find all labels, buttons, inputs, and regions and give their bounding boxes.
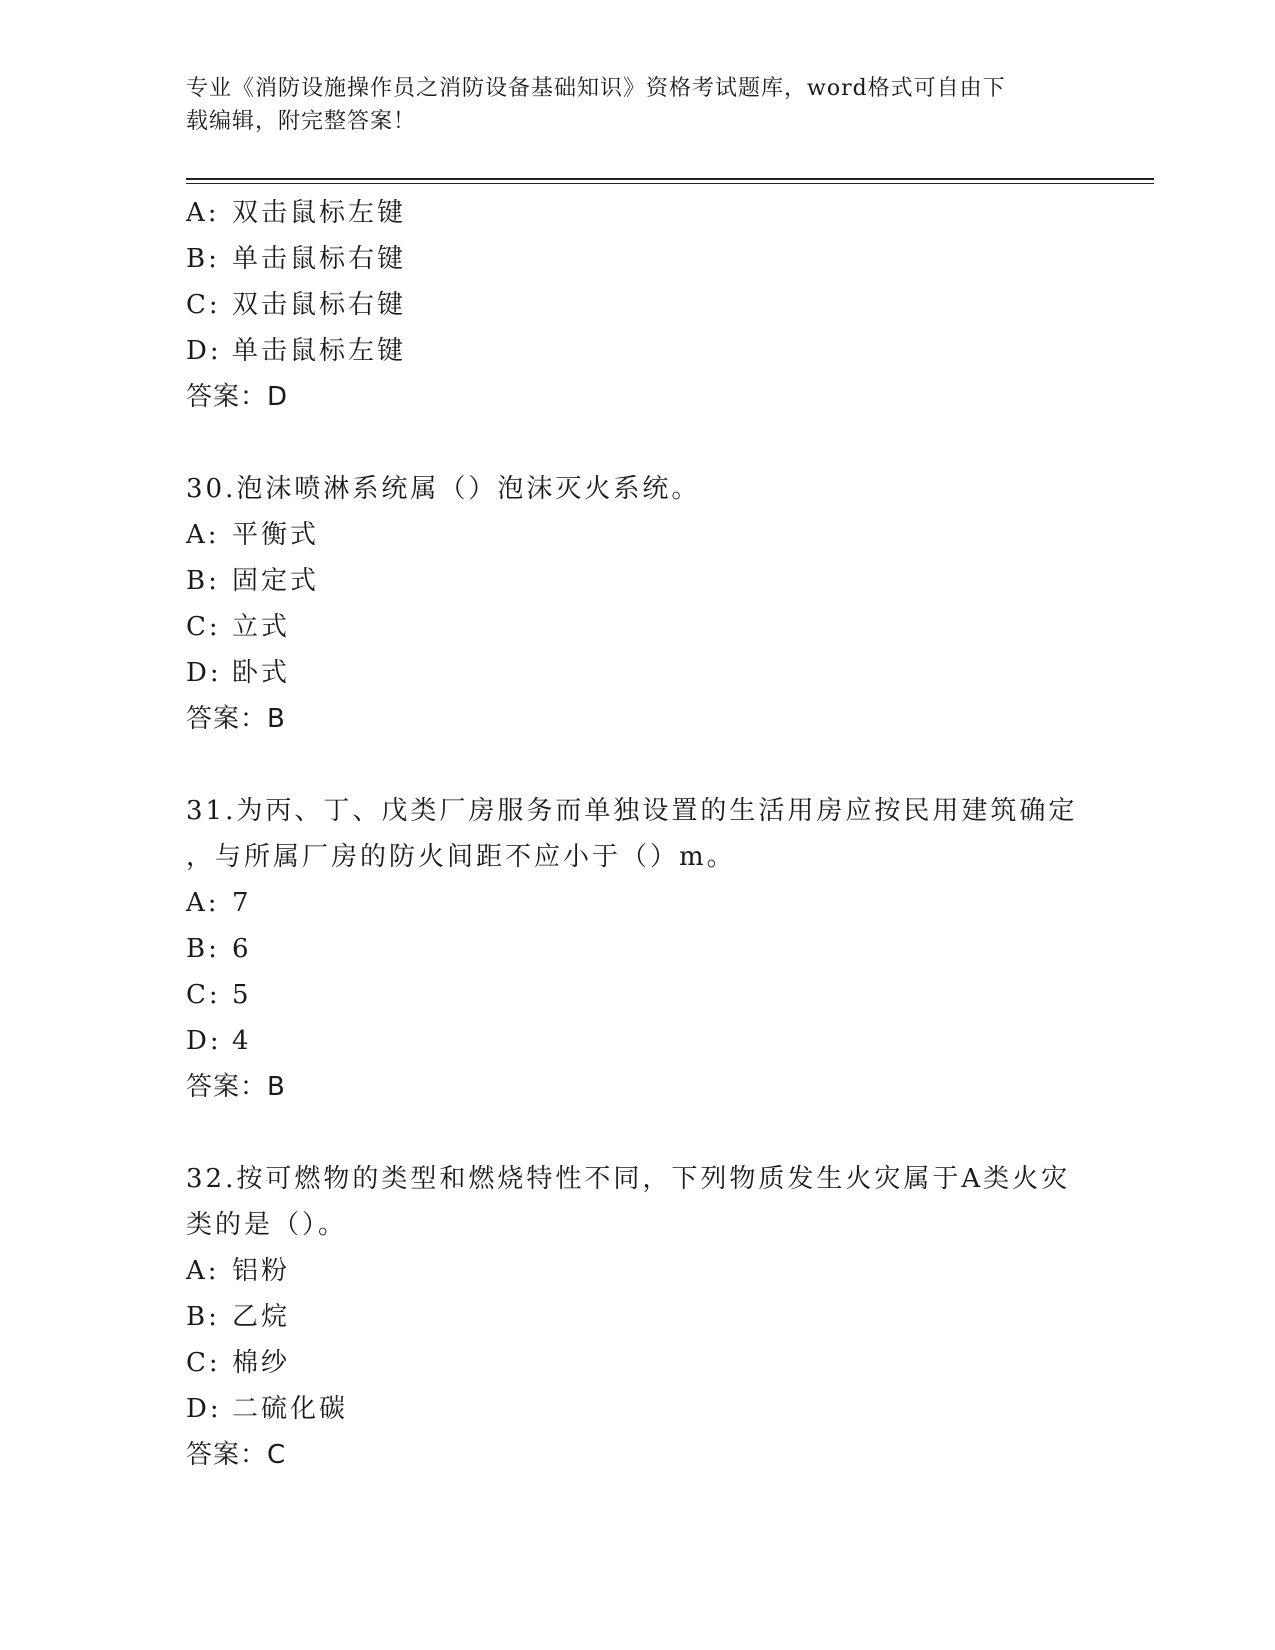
option-c: C: 5: [186, 980, 252, 1010]
option-a: A: 双击鼠标左键: [186, 198, 407, 228]
question-block-29: [186, 190, 1086, 420]
option-a: A: 铝粉: [186, 1256, 291, 1286]
question-block-31: [186, 788, 1086, 1110]
answer-line: 答案：B: [186, 1072, 286, 1102]
question-text: 32.按可燃物的类型和燃烧特性不同，下列物质发生火灾属于A类火灾: [186, 1164, 1071, 1194]
header-rule-thick: [186, 178, 1154, 180]
option-c: C: 立式: [186, 612, 291, 642]
option-a: A: 7: [186, 888, 252, 918]
option-b: B: 固定式: [186, 566, 320, 596]
answer-line: 答案：D: [186, 382, 289, 412]
question-list: [186, 190, 1086, 1478]
option-b: B: 乙烷: [186, 1302, 291, 1332]
option-d: D: 卧式: [186, 658, 291, 688]
option-c: C: 棉纱: [186, 1348, 291, 1378]
header-line-1: 专业《消防设施操作员之消防设备基础知识》资格考试题库，word格式可自由下: [186, 76, 1006, 101]
question-block-30: [186, 466, 1086, 742]
question-text: 31.为丙、丁、戊类厂房服务而单独设置的生活用房应按民用建筑确定: [186, 796, 1078, 826]
option-b: B: 单击鼠标右键: [186, 244, 407, 274]
question-text: 30.泡沫喷淋系统属（）泡沫灭火系统。: [186, 474, 701, 504]
option-d: D: 二硫化碳: [186, 1394, 349, 1424]
answer-line: 答案：C: [186, 1440, 287, 1470]
option-d: D: 单击鼠标左键: [186, 336, 407, 366]
header-line-2: 载编辑，附完整答案！: [186, 109, 417, 134]
option-b: B: 6: [186, 934, 252, 964]
page-header: [186, 72, 1086, 138]
option-a: A: 平衡式: [186, 520, 320, 550]
question-block-32: [186, 1156, 1086, 1478]
option-d: D: 4: [186, 1026, 252, 1056]
answer-line: 答案：B: [186, 704, 286, 734]
question-text-cont: ，与所属厂房的防火间距不应小于（）m。: [186, 842, 736, 872]
header-rule-thin: [186, 183, 1154, 184]
option-c: C: 双击鼠标右键: [186, 290, 407, 320]
question-text-cont: 类的是（）。: [186, 1210, 348, 1240]
